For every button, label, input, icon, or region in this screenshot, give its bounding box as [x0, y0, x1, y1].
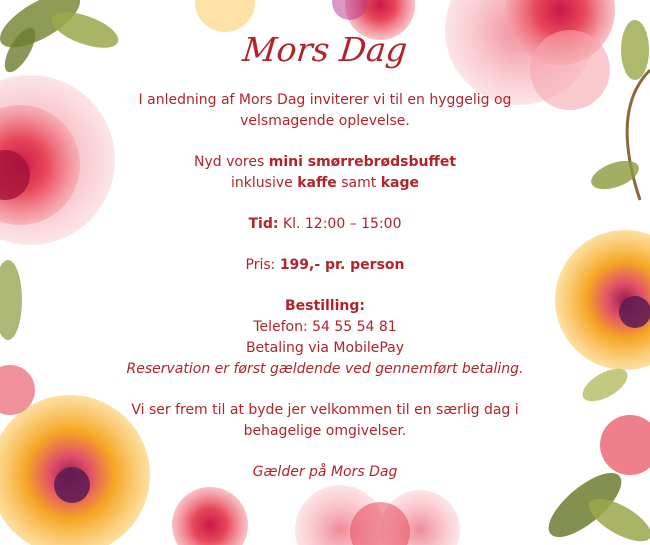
page-title: Mors Dag: [240, 30, 410, 69]
booking-section: [120, 296, 530, 380]
leaf-top-left-icon: [0, 0, 123, 77]
price-value: 199,- pr. person: [279, 257, 405, 273]
invitation-content: [120, 30, 530, 503]
booking-payment: Betaling via MobilePay: [245, 340, 405, 356]
offer-text: [120, 152, 530, 194]
offer-part3: samt: [336, 175, 381, 191]
booking-note: Reservation er først gældende ved gennemført betaling.: [126, 361, 524, 377]
offer-part2: inklusive: [231, 175, 298, 191]
offer-cake: kage: [380, 175, 419, 191]
time-value: Kl. 12:00 – 15:00: [278, 216, 402, 232]
time-text: [120, 214, 530, 235]
flower-bottom-right-icon: [539, 415, 650, 545]
offer-part1: Nyd vores: [193, 154, 269, 170]
offer-coffee: kaffe: [297, 175, 337, 191]
validity-text: Gælder på Mors Dag: [252, 464, 398, 480]
price-text: [120, 255, 530, 276]
closing-text: Vi ser frem til at byde jer velkommen til en særlig dag i behagelige omgivelser.: [131, 402, 519, 439]
booking-phone: Telefon: 54 55 54 81: [253, 319, 397, 335]
time-label: Tid:: [248, 216, 279, 232]
flower-right-icon: [555, 230, 650, 408]
rose-left-icon: [0, 75, 115, 245]
leaf-left-icon: [0, 260, 22, 340]
offer-buffet: mini smørrebrødsbuffet: [268, 154, 457, 170]
price-label: Pris:: [245, 257, 280, 273]
booking-heading: Bestilling:: [285, 298, 365, 314]
intro-text: I anledning af Mors Dag inviterer vi til en hyggelig og velsmagende oplevelse.: [138, 92, 512, 129]
